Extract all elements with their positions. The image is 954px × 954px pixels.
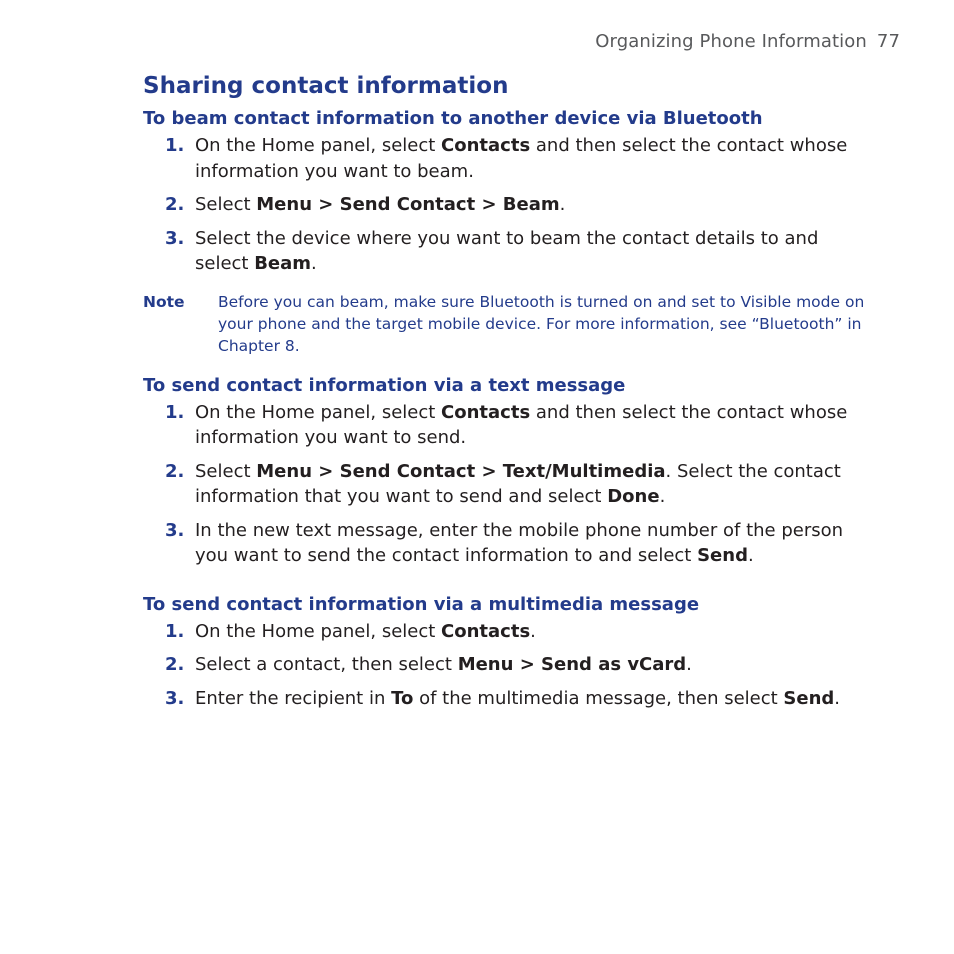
step-number: 3. bbox=[165, 227, 185, 249]
text-run: of the multimedia message, then select bbox=[413, 687, 784, 709]
bold-term: Contacts bbox=[441, 135, 531, 156]
text-run: On the Home panel, select bbox=[195, 620, 442, 642]
bold-term: Contacts bbox=[441, 620, 531, 642]
step-number: 3. bbox=[165, 519, 185, 541]
text-run: . Select the contact information that you want to send and select bbox=[195, 460, 841, 507]
step-item bbox=[143, 133, 873, 184]
text-run: On the Home panel, select bbox=[195, 135, 442, 156]
section-title: Sharing contact information bbox=[143, 73, 509, 99]
step-number: 2. bbox=[165, 460, 185, 482]
page-header bbox=[595, 31, 900, 52]
text-run: . bbox=[530, 620, 536, 642]
step-item bbox=[143, 226, 873, 277]
text-run: On the Home panel, select bbox=[195, 401, 442, 423]
step-item bbox=[143, 518, 873, 569]
bold-term: Menu > Send Contact > Text/Multimedia bbox=[256, 460, 666, 482]
step-number: 1. bbox=[165, 620, 185, 642]
bold-term: Contacts bbox=[441, 401, 531, 423]
step-item bbox=[143, 686, 873, 712]
steps-list-beam bbox=[143, 133, 873, 277]
step-item bbox=[143, 619, 873, 645]
step-item bbox=[143, 192, 873, 218]
steps-list-multimedia bbox=[143, 619, 873, 712]
step-text bbox=[195, 402, 847, 449]
bold-term: Send bbox=[783, 687, 835, 709]
subsection-heading-text-message: To send contact information via a text message bbox=[143, 374, 626, 396]
text-run: . bbox=[747, 545, 754, 566]
step-text bbox=[195, 228, 818, 275]
text-run: . bbox=[559, 194, 566, 215]
running-title: Organizing Phone Information bbox=[595, 31, 867, 52]
bold-term: Menu > Send as vCard bbox=[457, 654, 687, 675]
text-run: Enter the recipient in bbox=[195, 687, 392, 709]
step-item bbox=[143, 400, 873, 451]
step-text bbox=[195, 461, 841, 508]
text-run: In the new text message, enter the mobile phone number of the person you want to send the contact information to and select bbox=[195, 519, 844, 566]
step-item bbox=[143, 459, 873, 510]
text-run: Select a contact, then select bbox=[195, 654, 458, 675]
text-run: . bbox=[834, 687, 841, 709]
subsection-heading-multimedia: To send contact information via a multimedia message bbox=[143, 593, 700, 615]
step-number: 1. bbox=[165, 135, 185, 156]
step-text bbox=[195, 654, 692, 675]
note-block bbox=[143, 291, 873, 357]
text-run: and then select the contact whose information you want to beam. bbox=[195, 135, 848, 182]
page-number: 77 bbox=[876, 31, 900, 52]
text-run: . bbox=[311, 253, 317, 274]
bold-term: Beam bbox=[254, 253, 312, 274]
step-number: 2. bbox=[165, 194, 185, 215]
bold-term: To bbox=[391, 687, 414, 709]
page-content bbox=[143, 70, 873, 711]
text-run: and then select the contact whose information you want to send. bbox=[195, 401, 848, 448]
note-text: Before you can beam, make sure Bluetooth is turned on and set to Visible mode on your phone and the target mobile device. For more information, see “Bluetooth” in Chapter 8. bbox=[218, 292, 865, 355]
step-text bbox=[195, 194, 565, 215]
step-text bbox=[195, 135, 847, 182]
bold-term: Done bbox=[607, 486, 660, 507]
step-item bbox=[143, 652, 873, 678]
step-number: 3. bbox=[165, 687, 185, 709]
step-text bbox=[195, 520, 843, 567]
text-run: Select bbox=[195, 460, 257, 482]
steps-list-text-message bbox=[143, 400, 873, 569]
text-run: . bbox=[686, 654, 692, 675]
bold-term: Send bbox=[697, 545, 748, 566]
step-number: 1. bbox=[165, 401, 185, 423]
text-run: Select bbox=[195, 194, 257, 215]
text-run: . bbox=[659, 486, 666, 507]
step-text bbox=[195, 688, 840, 709]
subsection-heading-beam: To beam contact information to another device via Bluetooth bbox=[143, 108, 763, 129]
bold-term: Menu > Send Contact > Beam bbox=[256, 194, 560, 215]
step-number: 2. bbox=[165, 654, 185, 675]
text-run: Select the device where you want to beam the contact details to and select bbox=[195, 227, 819, 274]
step-text bbox=[195, 621, 536, 642]
note-label: Note bbox=[143, 292, 185, 311]
